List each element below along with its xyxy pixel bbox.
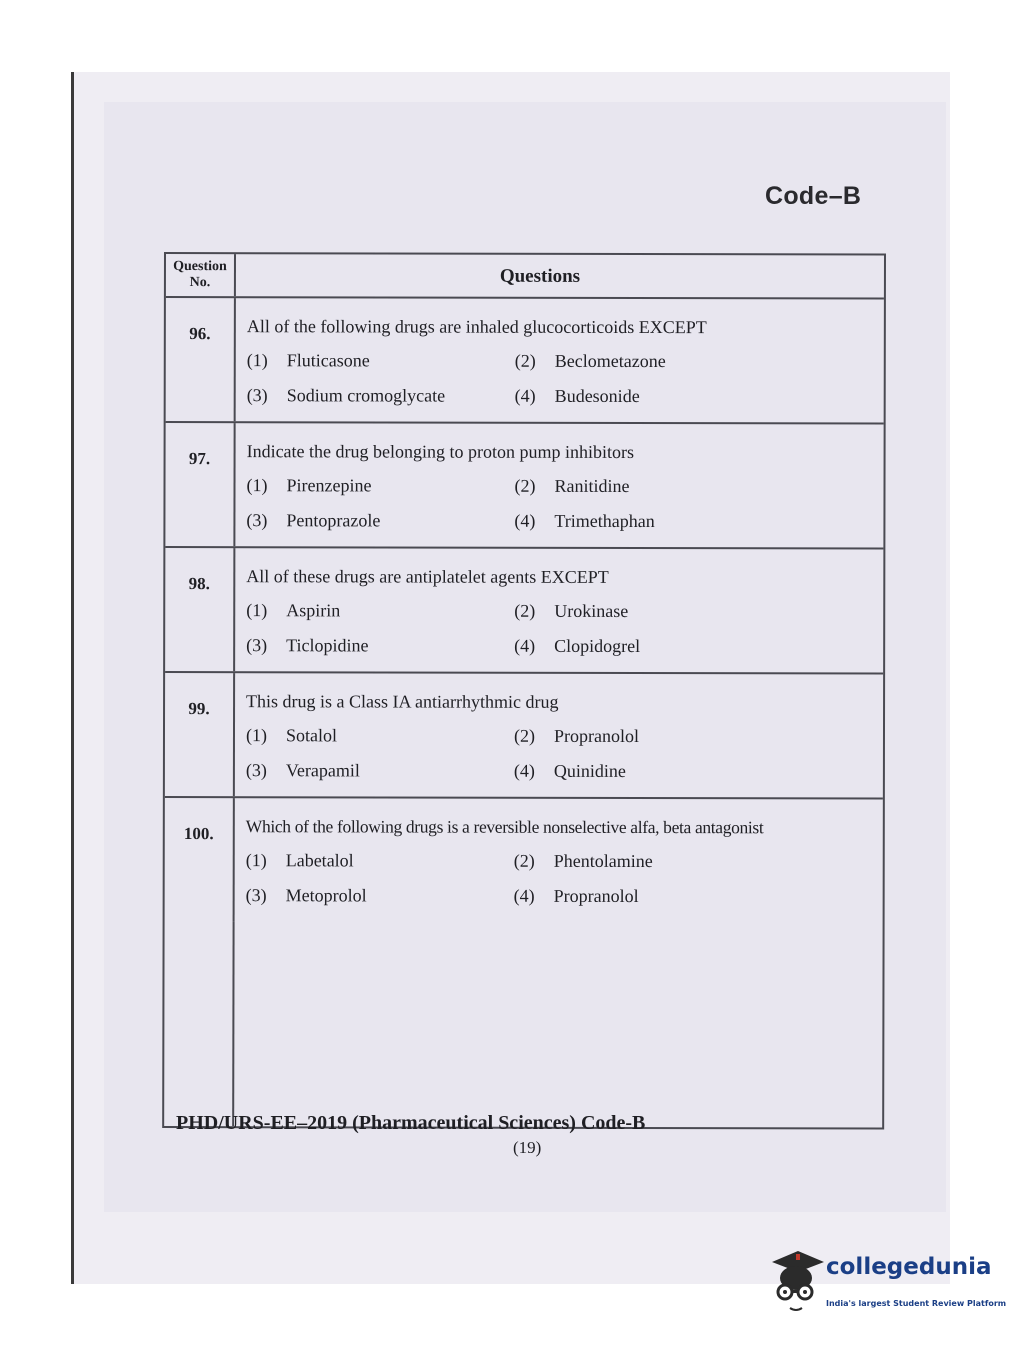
table-header <box>166 254 884 300</box>
option-text: Metoprolol <box>285 885 367 906</box>
option-number: (4) <box>513 885 535 906</box>
graduate-mascot-icon <box>768 1248 826 1318</box>
page-number: (19) <box>513 1138 542 1157</box>
option-text: Budesonide <box>554 385 640 406</box>
option-text: Sotalol <box>285 725 338 746</box>
question-text: Which of the following drugs is a reversible nonselective alfa, beta antagonist <box>245 816 764 838</box>
collegedunia-logo <box>768 1248 1007 1318</box>
option-number: (3) <box>245 885 267 906</box>
answer-option <box>246 760 514 796</box>
question-body <box>235 798 883 922</box>
answer-option <box>247 385 515 421</box>
answer-option <box>514 601 782 637</box>
empty-question-cell <box>234 921 882 1127</box>
answer-option <box>246 600 514 636</box>
logo-wordmark: collegedunia <box>826 1254 992 1280</box>
answer-option <box>514 636 782 672</box>
option-text: Quinidine <box>553 760 626 781</box>
option-text: Ranitidine <box>554 475 630 496</box>
option-text: Pentoprazole <box>286 510 381 531</box>
option-list <box>246 600 883 671</box>
option-number: (4) <box>514 510 536 531</box>
option-number: (3) <box>246 510 268 531</box>
logo-tagline: India's largest Student Review Platform <box>826 1299 1007 1308</box>
option-text: Phentolamine <box>553 850 653 872</box>
option-number: (3) <box>246 385 268 406</box>
option-text: Beclometazone <box>554 350 666 372</box>
answer-option <box>247 350 515 386</box>
answer-option <box>246 510 514 546</box>
question-row <box>165 423 883 550</box>
option-text: Trimethaphan <box>554 510 655 532</box>
option-number: (1) <box>246 350 268 371</box>
answer-option <box>246 850 514 886</box>
answer-option <box>246 475 514 511</box>
answer-option <box>514 476 782 512</box>
option-number: (2) <box>514 350 536 371</box>
answer-option <box>514 511 782 547</box>
answer-option <box>246 725 514 761</box>
option-number: (4) <box>514 635 536 656</box>
question-number-header: Question No. <box>166 254 236 296</box>
option-text: Sodium cromoglycate <box>286 385 446 406</box>
option-number: (3) <box>245 760 267 781</box>
question-table <box>162 252 886 1130</box>
option-number: (1) <box>245 725 268 746</box>
question-number: 100. <box>165 798 235 921</box>
question-number: 97. <box>165 423 235 546</box>
question-row <box>165 798 883 923</box>
option-list <box>246 725 883 796</box>
option-number: (2) <box>514 600 536 621</box>
question-row <box>166 298 884 425</box>
answer-option <box>514 761 782 797</box>
option-list <box>246 850 883 921</box>
empty-number-cell <box>164 921 234 1126</box>
option-text: Verapamil <box>285 760 360 781</box>
option-text: Urokinase <box>554 600 629 621</box>
option-text: Labetalol <box>285 850 354 871</box>
question-row <box>165 673 883 800</box>
answer-option <box>515 351 783 387</box>
option-list <box>246 475 883 546</box>
option-number: (2) <box>513 850 535 871</box>
exam-footer: PHD/URS-EE–2019 (Pharmaceutical Sciences) Code-B <box>176 1112 646 1134</box>
questions-header: Questions <box>499 265 581 287</box>
answer-option <box>514 726 782 762</box>
answer-option <box>246 885 514 921</box>
question-body <box>235 673 883 797</box>
option-text: Aspirin <box>286 600 341 621</box>
question-body <box>236 298 884 422</box>
option-number: (4) <box>513 760 535 781</box>
option-text: Fluticasone <box>286 350 370 371</box>
question-text: This drug is a Class IA antiarrhythmic drug <box>246 691 559 712</box>
question-row <box>165 548 883 675</box>
option-number: (1) <box>245 850 267 871</box>
option-text: Clopidogrel <box>554 635 641 656</box>
answer-option <box>514 851 782 887</box>
answer-option <box>246 635 514 671</box>
paper-code: Code–B <box>765 182 862 210</box>
option-number: (2) <box>514 475 536 496</box>
question-text: Indicate the drug belonging to proton pump inhibitors <box>246 441 635 462</box>
question-number: 99. <box>165 673 235 796</box>
option-number: (1) <box>246 600 268 621</box>
option-number: (4) <box>514 385 536 406</box>
option-number: (3) <box>246 635 268 656</box>
option-number: (2) <box>513 725 536 746</box>
question-text: All of these drugs are antiplatelet agents EXCEPT <box>246 566 609 587</box>
option-text: Ticlopidine <box>286 635 369 656</box>
question-text: All of the following drugs are inhaled glucocorticoids EXCEPT <box>246 316 707 338</box>
option-list <box>247 350 884 421</box>
option-text: Pirenzepine <box>286 475 372 496</box>
question-number: 98. <box>165 548 235 671</box>
option-text: Propranolol <box>553 885 639 906</box>
answer-option <box>515 386 783 422</box>
question-body <box>235 548 883 672</box>
option-number: (1) <box>246 475 268 496</box>
question-number: 96. <box>166 298 236 421</box>
question-body <box>235 423 883 547</box>
option-text: Propranolol <box>553 725 640 746</box>
empty-row <box>164 921 882 1128</box>
answer-option <box>514 886 782 922</box>
